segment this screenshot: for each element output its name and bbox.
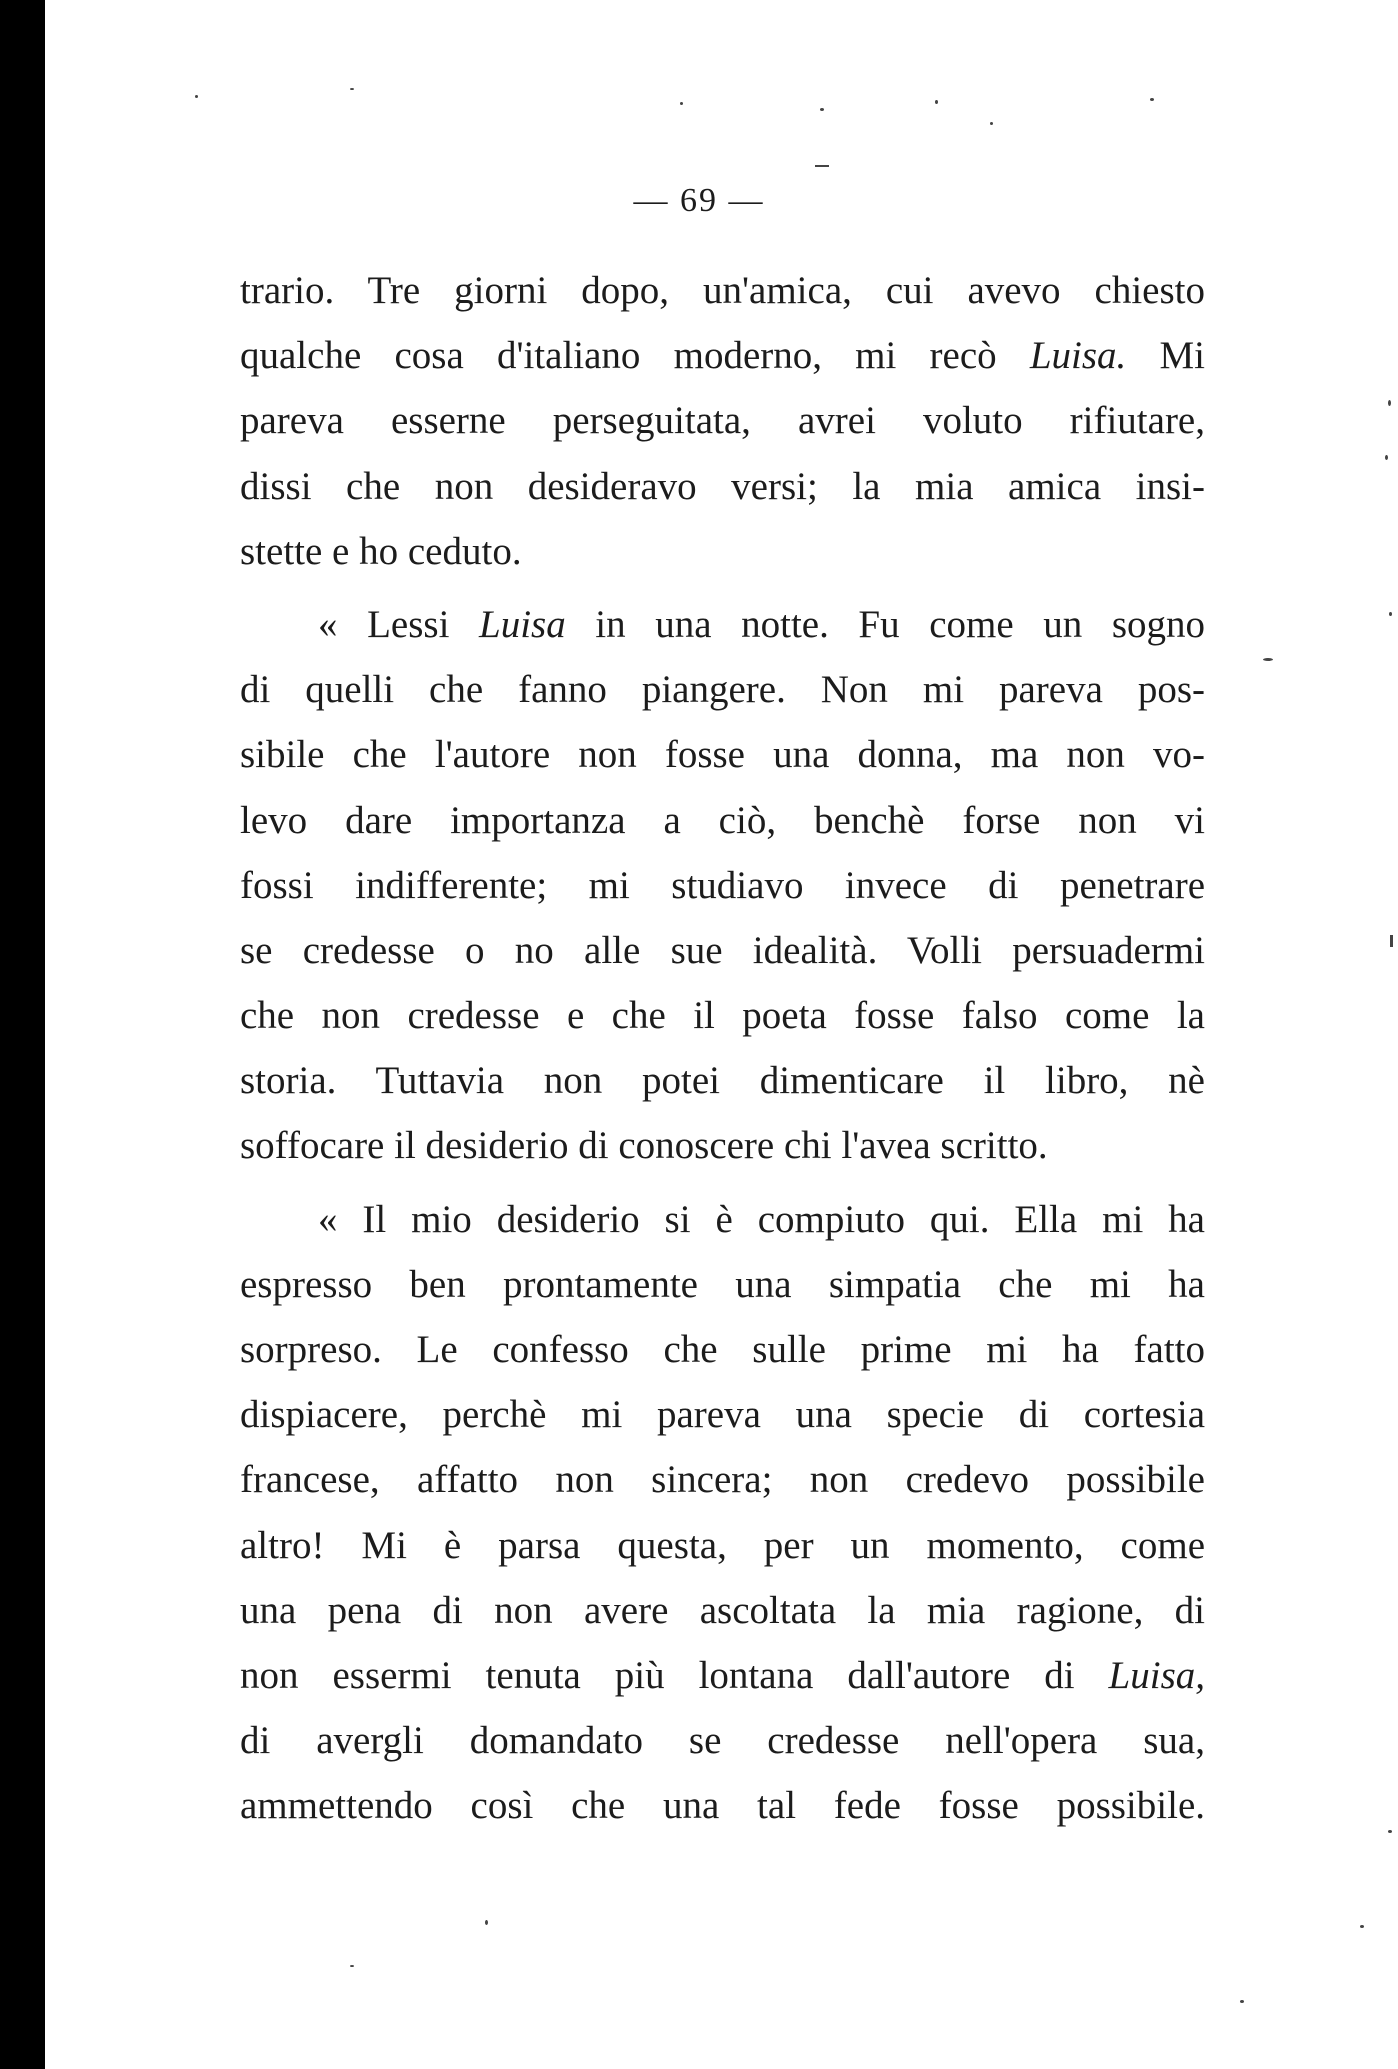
text-line [240, 1513, 1205, 1578]
text-segment: Mi [1126, 334, 1205, 378]
text-segment: storia. Tuttavia non potei dimenticare il libro, nè [240, 1059, 1205, 1103]
text-line [240, 258, 1205, 323]
text-line [240, 454, 1205, 519]
text-line [240, 1643, 1205, 1708]
text-segment: trario. Tre giorni dopo, un'amica, cui avevo chiesto [240, 269, 1205, 312]
text-segment: « Lessi [318, 602, 479, 646]
text-line [240, 388, 1205, 453]
text-segment: in una notte. Fu come un sogno [565, 602, 1205, 646]
text-line [240, 1382, 1205, 1447]
text-segment: non essermi tenuta più lontana dall'autore di [240, 1653, 1109, 1697]
text-line [240, 983, 1205, 1048]
italic-title: Luisa [479, 602, 566, 646]
text-segment: stette e ho ceduto. [240, 529, 522, 573]
italic-title: Luisa. [1029, 334, 1127, 378]
text-segment: sibile che l'autore non fosse una donna, ma non vo- [240, 733, 1205, 777]
text-line [240, 1187, 1205, 1252]
page-body [240, 258, 1205, 1839]
text-line [240, 323, 1205, 388]
italic-title: Luisa, [1108, 1653, 1205, 1697]
text-line [240, 1708, 1205, 1773]
text-segment: fossi indifferente; mi studiavo invece di penetrare [240, 863, 1205, 907]
page-number: — 69 — [633, 182, 765, 219]
text-line [240, 592, 1205, 657]
text-segment: di quelli che fanno piangere. Non mi pareva pos- [240, 668, 1205, 712]
text-segment: dispiacere, perchè mi pareva una specie di cortesia [240, 1393, 1205, 1437]
text-line [240, 1252, 1205, 1317]
text-line [240, 853, 1205, 918]
text-line [240, 1317, 1205, 1382]
text-segment: altro! Mi è parsa questa, per un momento, come [240, 1523, 1205, 1567]
text-line [240, 918, 1205, 983]
text-segment: espresso ben prontamente una simpatia che mi ha [240, 1262, 1205, 1306]
text-line [240, 657, 1205, 722]
text-line [240, 1578, 1205, 1643]
text-line [240, 519, 1205, 584]
text-segment: sorpreso. Le confesso che sulle prime mi ha fatto [240, 1328, 1205, 1371]
text-line [240, 722, 1205, 787]
text-line [240, 1773, 1205, 1838]
text-segment: dissi che non desideravo versi; la mia amica insi- [240, 464, 1205, 508]
text-segment: levo dare importanza a ciò, benchè forse non vi [240, 798, 1205, 842]
text-line [240, 1048, 1205, 1113]
text-line [240, 1113, 1205, 1178]
text-segment: soffocare il desiderio di conoscere chi l'avea scritto. [240, 1124, 1048, 1168]
text-line [240, 1447, 1205, 1512]
text-segment: se credesse o no alle sue idealità. Volli persuadermi [240, 928, 1205, 972]
text-segment: ammettendo così che una tal fede fosse possibile. [240, 1784, 1205, 1828]
text-segment: « Il mio desiderio si è compiuto qui. Ella mi ha [318, 1197, 1205, 1241]
text-segment: pareva esserne perseguitata, avrei voluto rifiutare, [240, 399, 1205, 443]
text-segment: una pena di non avere ascoltata la mia ragione, di [240, 1588, 1205, 1632]
text-line [240, 788, 1205, 853]
text-segment: qualche cosa d'italiano moderno, mi recò [240, 334, 1030, 378]
text-segment: francese, affatto non sincera; non credevo possibile [240, 1458, 1205, 1502]
scan-edge [0, 0, 45, 2069]
text-segment: che non credesse e che il poeta fosse falso come la [240, 994, 1205, 1038]
text-segment: di avergli domandato se credesse nell'opera sua, [240, 1719, 1205, 1763]
